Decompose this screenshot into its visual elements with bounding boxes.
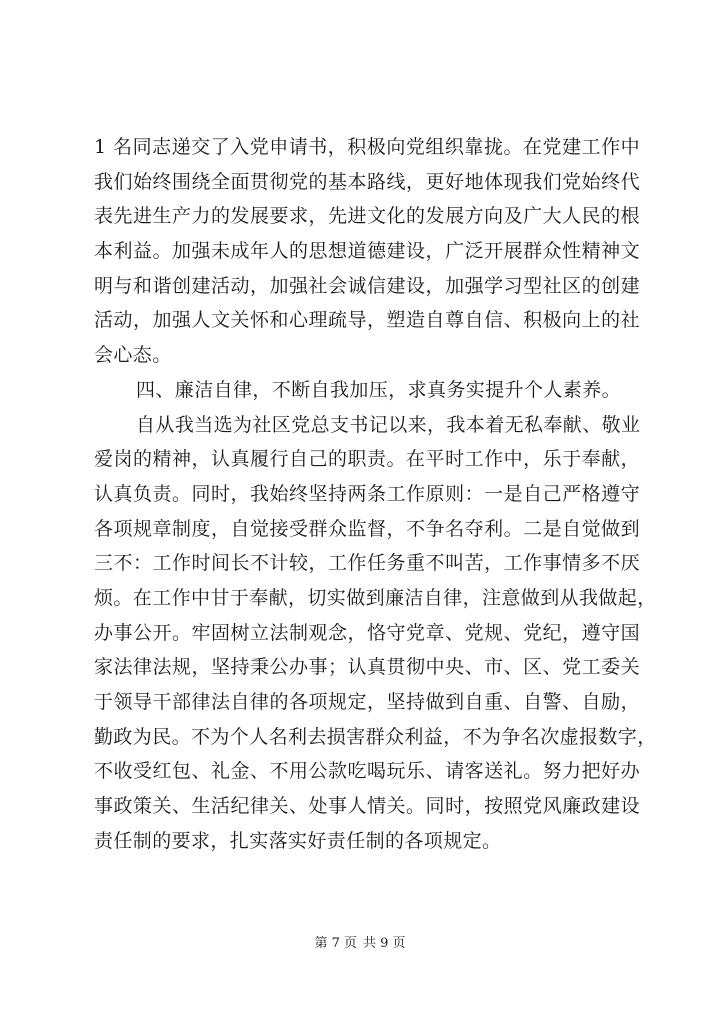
text-line: 事政策关、生活纪律关、处事人情关。同时，按照党风廉政建设 (94, 795, 640, 818)
text-line: 我们始终围绕全面贯彻党的基本路线，更好地体现我们党始终代 (94, 170, 640, 193)
document-body (94, 130, 657, 858)
text-line: 认真负责。同时，我始终坚持两条工作原则：一是自己严格遵守 (94, 482, 640, 505)
text-line: 爱岗的精神，认真履行自己的职责。在平时工作中，乐于奉献， (94, 448, 640, 471)
page-footer (0, 935, 720, 953)
text-line: 勤政为民。不为个人名利去损害群众利益，不为争名次虚报数字， (94, 725, 657, 748)
text-line: 家法律法规，坚持秉公办事；认真贯彻中央、市、区、党工委关 (94, 656, 640, 679)
text-line: 不收受红包、礼金、不用公款吃喝玩乐、请客送礼。努力把好办 (94, 760, 640, 783)
text-line: 会心态。 (94, 344, 172, 367)
text-line: 各项规章制度，自觉接受群众监督，不争名夺利。二是自觉做到 (94, 517, 640, 540)
text-line: 明与和谐创建活动，加强社会诚信建设，加强学习型社区的创建 (94, 274, 640, 297)
text-line: 烦。在工作中甘于奉献，切实做到廉洁自律，注意做到从我做起， (94, 586, 657, 609)
text-line: 责任制的要求，扎实落实好责任制的各项规定。 (94, 829, 502, 852)
page-total: 共 9 页 (363, 936, 406, 951)
text-line: 本利益。加强未成年人的思想道德建设，广泛开展群众性精神文 (94, 240, 640, 263)
text-line: 于领导干部律法自律的各项规定，坚持做到自重、自警、自励， (94, 691, 640, 713)
text-line: 自从我当选为社区党总支书记以来，我本着无私奉献、敬业 (136, 413, 641, 436)
section-heading: 四、廉洁自律，不断自我加压，求真务实提升个人素养。 (136, 378, 622, 401)
page-number: 第 7 页 (314, 936, 357, 951)
text-line: 表先进生产力的发展要求，先进文化的发展方向及广大人民的根 (94, 205, 640, 228)
text-line: 1 名同志递交了入党申请书，积极向党组织靠拢。在党建工作中 (94, 136, 640, 158)
text-line: 三不：工作时间长不计较，工作任务重不叫苦，工作事情多不厌 (94, 552, 640, 575)
text-line: 办事公开。牢固树立法制观念，恪守党章、党规、党纪，遵守国 (94, 621, 640, 644)
text-line: 活动，加强人文关怀和心理疏导，塑造自尊自信、积极向上的社 (94, 309, 640, 332)
